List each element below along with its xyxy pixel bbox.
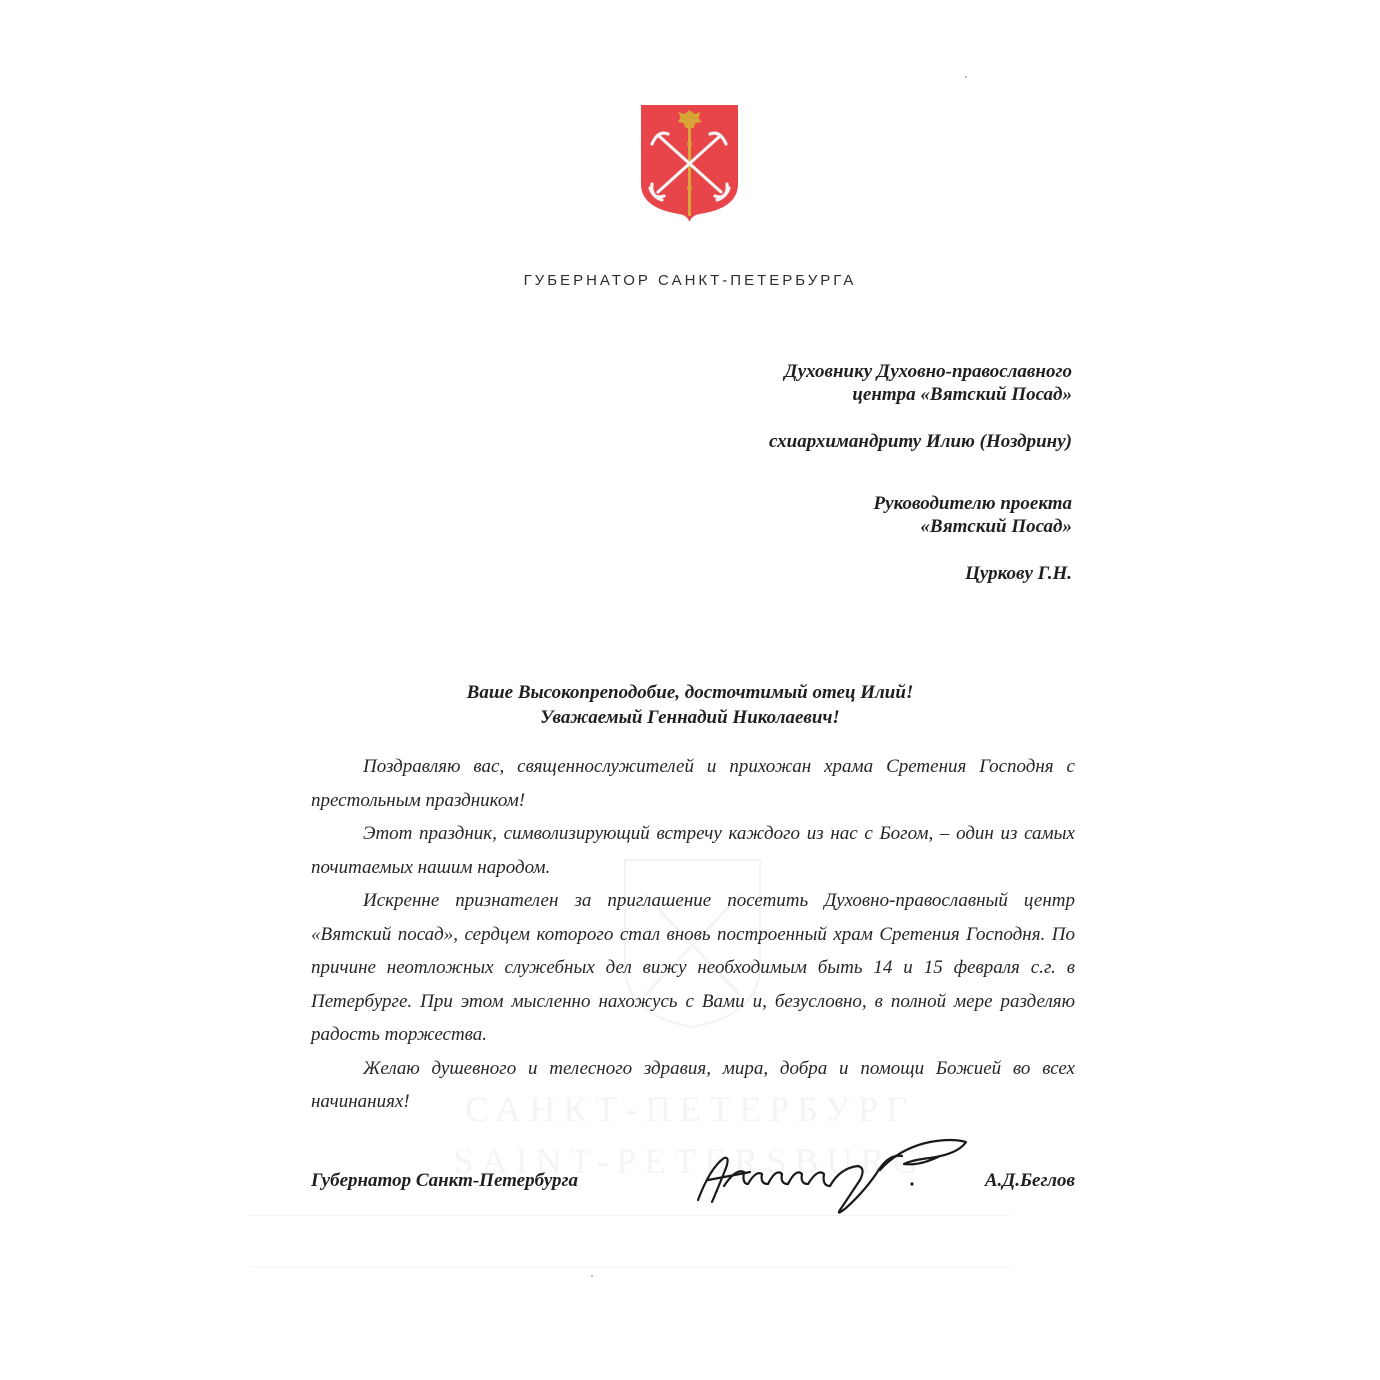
letter-body (311, 750, 1075, 1119)
recipient-line-6: Цуркову Г.Н. (965, 563, 1072, 584)
scan-fold-line (250, 1215, 1010, 1216)
signature-name: А.Д.Беглов (984, 1170, 1075, 1191)
recipient-4 (965, 562, 1072, 585)
recipient-line-5: «Вятский Посад» (920, 516, 1072, 537)
recipient-line-2: центра «Вятский Посад» (852, 384, 1072, 405)
recipient-line-3: схиархимандриту Илию (Ноздрину) (768, 431, 1072, 452)
body-paragraph-2: Этот праздник, символизирующий встречу каждого из нас с Богом, – один из самых почитаемых нашим народом. (311, 823, 1075, 878)
recipient-1 (784, 360, 1072, 406)
letterhead-title: ГУБЕРНАТОР САНКТ-ПЕТЕРБУРГА (523, 272, 857, 289)
scan-speck (965, 76, 967, 78)
recipient-line-1: Духовнику Духовно-православного (784, 361, 1072, 382)
signature-role: Губернатор Санкт-Петербурга (311, 1170, 579, 1191)
salutation (0, 680, 1380, 730)
recipient-3 (874, 492, 1072, 538)
watermark-text-ru: САНКТ-ПЕТЕРБУРГ (465, 1089, 915, 1129)
scan-speck (591, 1275, 593, 1277)
recipient-line-4: Руководителю проекта (873, 493, 1072, 514)
scan-fold-line (250, 1266, 1010, 1267)
body-paragraph-1: Поздравляю вас, священнослужителей и прихожан храма Сретения Господня с престольным праздником! (311, 756, 1075, 811)
salutation-line-1: Ваше Высокопреподобие, досточтимый отец Илий! (466, 682, 914, 703)
saint-petersburg-coat-of-arms-icon (640, 104, 739, 222)
body-paragraph-3: Искренне признателен за приглашение посетить Духовно-православный центр «Вятский посад», сердцем которого стал вновь построенный храм Сретения Господня. По причине неотложных служебных дел вижу необходимым быть 14 и 15 февраля с.г. в Петербурге. При этом мысленно нахожусь с Вами и, безусловно, в полной мере разделяю радость торжества. (311, 890, 1075, 1045)
recipient-2 (769, 430, 1072, 453)
handwritten-signature (690, 1128, 975, 1218)
body-paragraph-4: Желаю душевного и телесного здравия, мира, добра и помощи Божией во всех начинаниях! (311, 1057, 1075, 1112)
salutation-line-2: Уважаемый Геннадий Николаевич! (540, 707, 840, 728)
watermark-text-en: SAINT-PETERSBURG (453, 1141, 927, 1181)
